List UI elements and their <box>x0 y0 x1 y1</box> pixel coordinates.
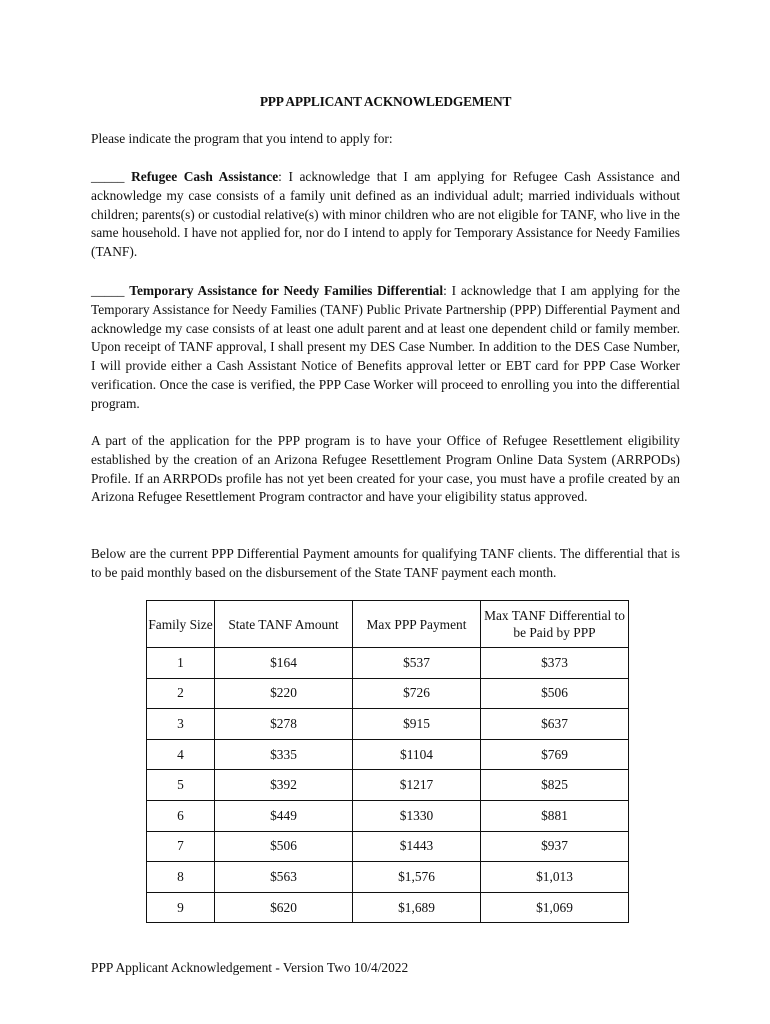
table-row <box>147 862 629 893</box>
table-header-row <box>147 601 629 648</box>
refugee-option-heading: Refugee Cash Assistance <box>131 169 279 184</box>
intro-text: Please indicate the program that you intend to apply for: <box>91 131 393 146</box>
tanf-blank-line[interactable]: _____ <box>91 283 125 298</box>
cell-max-ppp: $1104 <box>353 739 481 770</box>
cell-family-size: 5 <box>147 770 215 801</box>
cell-differential: $1,069 <box>481 892 629 923</box>
cell-differential: $1,013 <box>481 862 629 893</box>
refugee-option-text: : I acknowledge that I am applying for Refugee Cash Assistance and acknowledge my case consists of a family unit defined as an individual adult; married individuals without children; parents(s) or custodial relative(s) with minor children who are not eligible for TANF, who live in the same household. I have not applied for, nor do I intend to apply for Temporary Assistance for Needy Families (TANF). <box>91 169 680 260</box>
cell-max-ppp: $1,689 <box>353 892 481 923</box>
header-state-tanf-amount: State TANF Amount <box>215 601 353 648</box>
refugee-cash-option <box>91 168 680 262</box>
cell-family-size: 1 <box>147 648 215 679</box>
cell-differential: $825 <box>481 770 629 801</box>
cell-state-tanf: $164 <box>215 648 353 679</box>
cell-max-ppp: $1330 <box>353 800 481 831</box>
cell-state-tanf: $220 <box>215 678 353 709</box>
table-row <box>147 739 629 770</box>
cell-differential: $769 <box>481 739 629 770</box>
cell-state-tanf: $506 <box>215 831 353 862</box>
cell-family-size: 3 <box>147 709 215 740</box>
cell-family-size: 6 <box>147 800 215 831</box>
table-row <box>147 800 629 831</box>
cell-differential: $373 <box>481 648 629 679</box>
cell-family-size: 9 <box>147 892 215 923</box>
table-intro: Below are the current PPP Differential Payment amounts for qualifying TANF clients. The differential that is to be paid monthly based on the disbursement of the State TANF payment each month. <box>91 546 680 580</box>
tanf-option-text: : I acknowledge that I am applying for the Temporary Assistance for Needy Families (TANF) Public Private Partnership (PPP) Differential Payment and acknowledge my case consists of at least one adult parent and at least one dependent child or family member. Upon receipt of TANF approval, I shall present my DES Case Number. In addition to the DES Case Number, I will provide either a Cash Assistant Notice of Benefits approval letter or EBT card for PPP Case Worker verification. Once the case is verified, the PPP Case Worker will proceed to enrolling you into the differential program. <box>91 283 680 411</box>
cell-state-tanf: $449 <box>215 800 353 831</box>
differential-payment-table <box>146 600 629 923</box>
header-max-tanf-differential: Max TANF Differential to be Paid by PPP <box>481 601 629 648</box>
table-row <box>147 770 629 801</box>
cell-max-ppp: $1,576 <box>353 862 481 893</box>
refugee-blank-line[interactable]: _____ <box>91 169 125 184</box>
cell-family-size: 7 <box>147 831 215 862</box>
tanf-differential-option <box>91 282 680 414</box>
cell-family-size: 4 <box>147 739 215 770</box>
header-max-ppp-payment: Max PPP Payment <box>353 601 481 648</box>
cell-differential: $937 <box>481 831 629 862</box>
cell-differential: $637 <box>481 709 629 740</box>
cell-state-tanf: $620 <box>215 892 353 923</box>
cell-max-ppp: $1443 <box>353 831 481 862</box>
cell-family-size: 8 <box>147 862 215 893</box>
table-row <box>147 831 629 862</box>
cell-differential: $506 <box>481 678 629 709</box>
page-footer: PPP Applicant Acknowledgement - Version Two 10/4/2022 <box>91 960 409 975</box>
tanf-option-heading: Temporary Assistance for Needy Families Differential <box>129 283 444 298</box>
table-row <box>147 648 629 679</box>
cell-state-tanf: $563 <box>215 862 353 893</box>
cell-family-size: 2 <box>147 678 215 709</box>
table-row <box>147 892 629 923</box>
table-row <box>147 709 629 740</box>
cell-max-ppp: $1217 <box>353 770 481 801</box>
document-title: PPP APPLICANT ACKNOWLEDGEMENT <box>259 94 512 109</box>
cell-max-ppp: $915 <box>353 709 481 740</box>
cell-state-tanf: $392 <box>215 770 353 801</box>
cell-max-ppp: $726 <box>353 678 481 709</box>
cell-state-tanf: $335 <box>215 739 353 770</box>
header-family-size: Family Size <box>147 601 215 648</box>
arrpods-paragraph: A part of the application for the PPP program is to have your Office of Refugee Resettlement eligibility established by the creation of an Arizona Refugee Resettlement Program Online Data System (ARRPODs) Profile. If an ARRPODs profile has not yet been created for your case, you must have a profile created by an Arizona Refugee Resettlement Program contractor and have your eligibility status approved. <box>91 433 680 505</box>
cell-max-ppp: $537 <box>353 648 481 679</box>
table-row <box>147 678 629 709</box>
cell-state-tanf: $278 <box>215 709 353 740</box>
cell-differential: $881 <box>481 800 629 831</box>
